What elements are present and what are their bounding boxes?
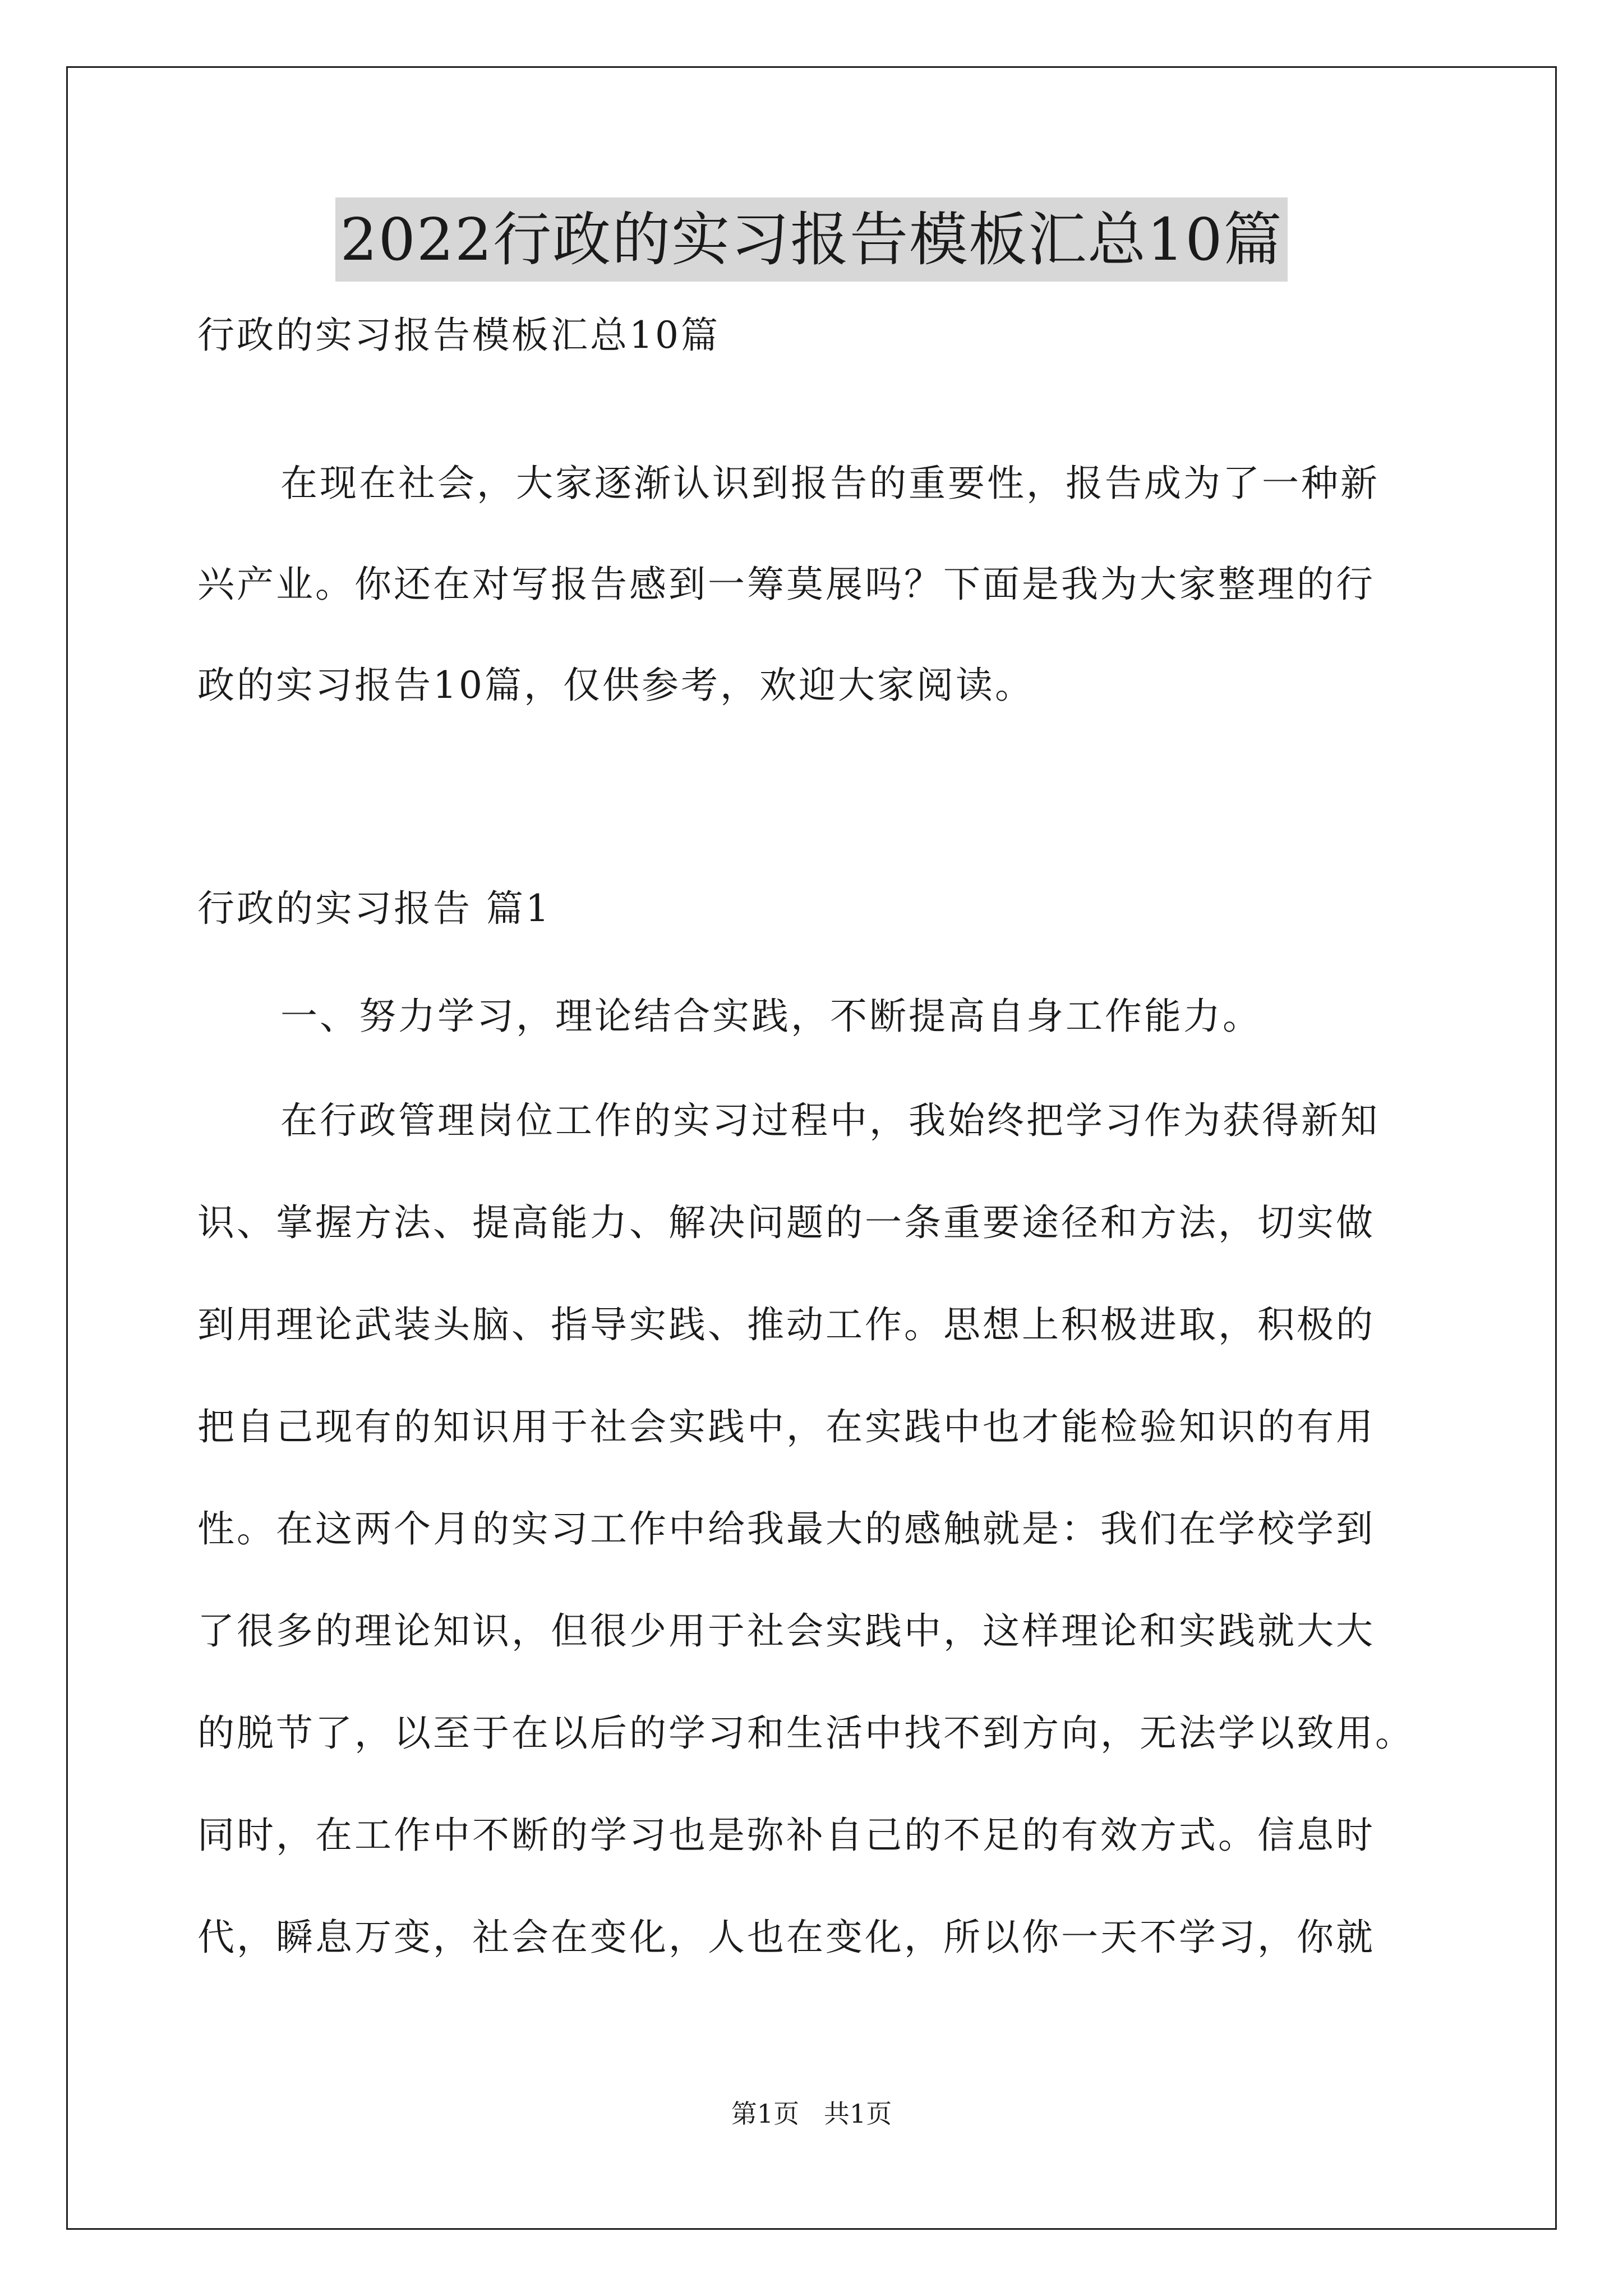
body-line-4: 把自己现有的知识用于社会实践中，在实践中也才能检验知识的有用 [197,1405,1375,1448]
section-heading: 行政的实习报告 篇1 [197,887,551,930]
body-line-9: 代，瞬息万变，社会在变化，人也在变化，所以你一天不学习，你就 [197,1916,1375,1959]
intro-line-2: 兴产业。你还在对写报告感到一筹莫展吗？下面是我为大家整理的行 [197,563,1375,606]
page-border [66,66,1557,2230]
body-line-6: 了很多的理论知识，但很少用于社会实践中，这样理论和实践就大大 [197,1609,1375,1653]
body-line-8: 同时，在工作中不断的学习也是弥补自己的不足的有效方式。信息时 [197,1814,1375,1857]
page-footer: 第1页 共1页 [731,2099,892,2129]
document-subtitle: 行政的实习报告模板汇总10篇 [197,314,720,357]
body-line-2: 识、掌握方法、提高能力、解决问题的一条重要途径和方法，切实做 [197,1201,1375,1244]
body-line-3: 到用理论武装头脑、指导实践、推动工作。思想上积极进取，积极的 [197,1303,1375,1346]
intro-line-1: 在现在社会，大家逐渐认识到报告的重要性，报告成为了一种新 [280,462,1380,505]
body-line-5: 性。在这两个月的实习工作中给我最大的感触就是：我们在学校学到 [197,1507,1375,1550]
section-point: 一、努力学习，理论结合实践，不断提高自身工作能力。 [280,995,1262,1038]
page-title: 2022行政的实习报告模板汇总10篇 [335,197,1287,282]
intro-line-3: 政的实习报告10篇，仅供参考，欢迎大家阅读。 [197,664,1034,707]
body-line-1: 在行政管理岗位工作的实习过程中，我始终把学习作为获得新知 [280,1099,1380,1142]
title-container [0,197,1623,282]
body-line-7: 的脱节了，以至于在以后的学习和生活中找不到方向，无法学以致用。 [197,1711,1414,1755]
